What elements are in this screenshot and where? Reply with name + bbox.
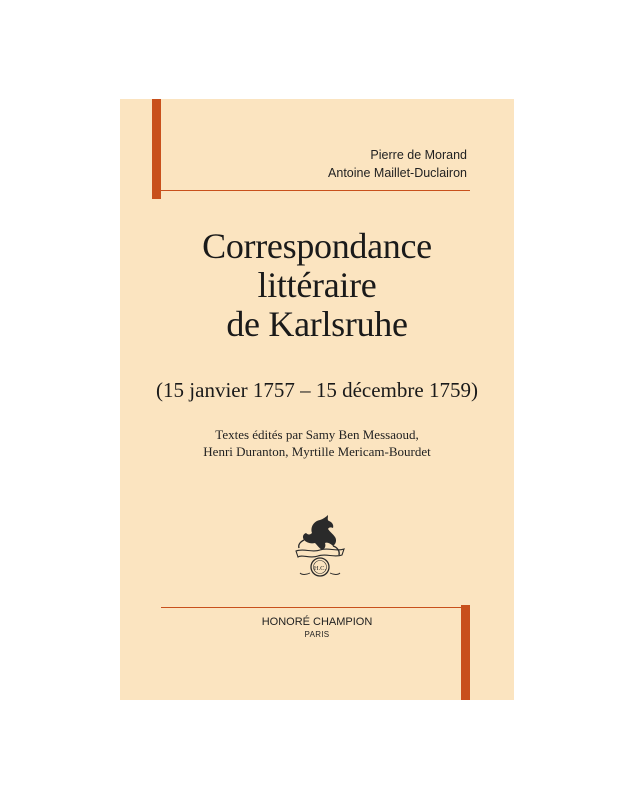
title-line-2: littéraire	[257, 265, 377, 305]
title-line-3: de Karlsruhe	[226, 304, 408, 344]
publisher-name: HONORÉ CHAMPION	[261, 616, 373, 628]
title-line-1: Correspondance	[202, 226, 432, 266]
authors	[161, 146, 467, 182]
emblem-monogram: H.C.	[313, 565, 327, 572]
author-1: Pierre de Morand	[370, 148, 467, 162]
editors	[120, 426, 514, 460]
publisher-horse-emblem-icon	[290, 513, 350, 579]
bottom-accent-bar	[461, 605, 470, 700]
author-2: Antoine Maillet-Duclairon	[328, 166, 467, 180]
date-range: (15 janvier 1757 – 15 décembre 1759)	[156, 378, 478, 402]
editors-line-1: Textes édités par Samy Ben Messaoud,	[215, 427, 419, 442]
book-title	[120, 227, 514, 344]
book-cover	[120, 99, 514, 700]
editors-line-2: Henri Duranton, Myrtille Mericam-Bourdet	[203, 444, 431, 459]
publisher-city: PARIS	[304, 630, 330, 639]
top-accent-bar	[152, 99, 161, 199]
authors-divider	[161, 190, 470, 191]
publisher-divider	[161, 607, 461, 608]
